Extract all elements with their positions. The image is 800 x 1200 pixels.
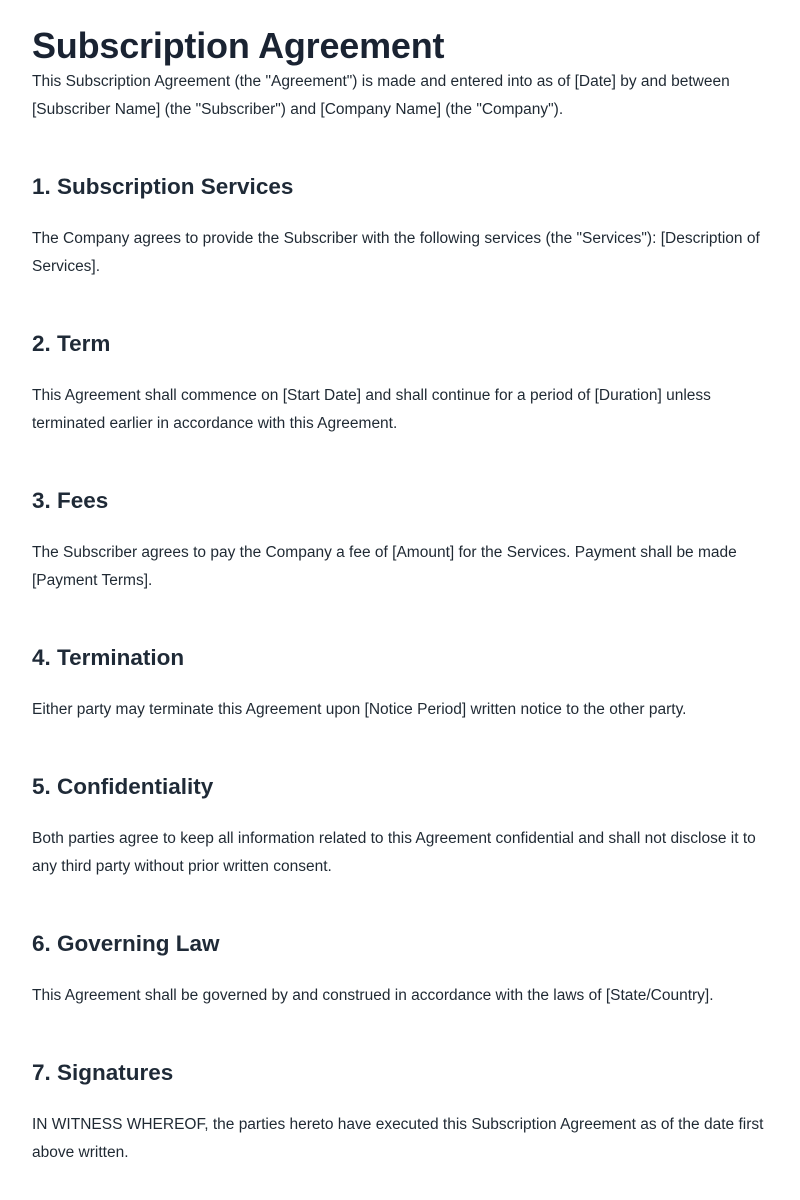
section-term xyxy=(32,329,768,438)
section-heading: 2. Term xyxy=(32,331,111,356)
section-governing-law xyxy=(32,929,768,1010)
section-confidentiality xyxy=(32,772,768,881)
section-heading: 1. Subscription Services xyxy=(32,174,294,199)
section-body: This Agreement shall commence on [Start Date] and shall continue for a period of [Duration] unless terminated earlier in accordance with this Agreement. xyxy=(32,387,711,432)
section-body: This Agreement shall be governed by and construed in accordance with the laws of [State/Country]. xyxy=(32,987,714,1004)
section-heading: 3. Fees xyxy=(32,488,109,513)
section-heading: 7. Signatures xyxy=(32,1060,174,1085)
section-body: IN WITNESS WHEREOF, the parties hereto have executed this Subscription Agreement as of the date first above written. xyxy=(32,1116,764,1161)
section-heading: 6. Governing Law xyxy=(32,931,220,956)
section-subscription-services xyxy=(32,172,768,281)
section-heading: 4. Termination xyxy=(32,645,185,670)
section-signatures xyxy=(32,1058,768,1167)
document-title: Subscription Agreement xyxy=(32,25,445,66)
section-heading: 5. Confidentiality xyxy=(32,774,214,799)
section-fees xyxy=(32,486,768,595)
section-body: Both parties agree to keep all information related to this Agreement confidential and shall not disclose it to any third party without prior written consent. xyxy=(32,830,756,875)
section-body: The Subscriber agrees to pay the Company a fee of [Amount] for the Services. Payment shall be made [Payment Terms]. xyxy=(32,544,737,589)
intro-paragraph: This Subscription Agreement (the "Agreement") is made and entered into as of [Date] by and between [Subscriber Name] (the "Subscriber") and [Company Name] (the "Company"). xyxy=(32,73,730,118)
section-termination xyxy=(32,643,768,724)
section-body: The Company agrees to provide the Subscriber with the following services (the "Services"): [Description of Services]. xyxy=(32,230,760,275)
section-body: Either party may terminate this Agreement upon [Notice Period] written notice to the other party. xyxy=(32,701,687,718)
